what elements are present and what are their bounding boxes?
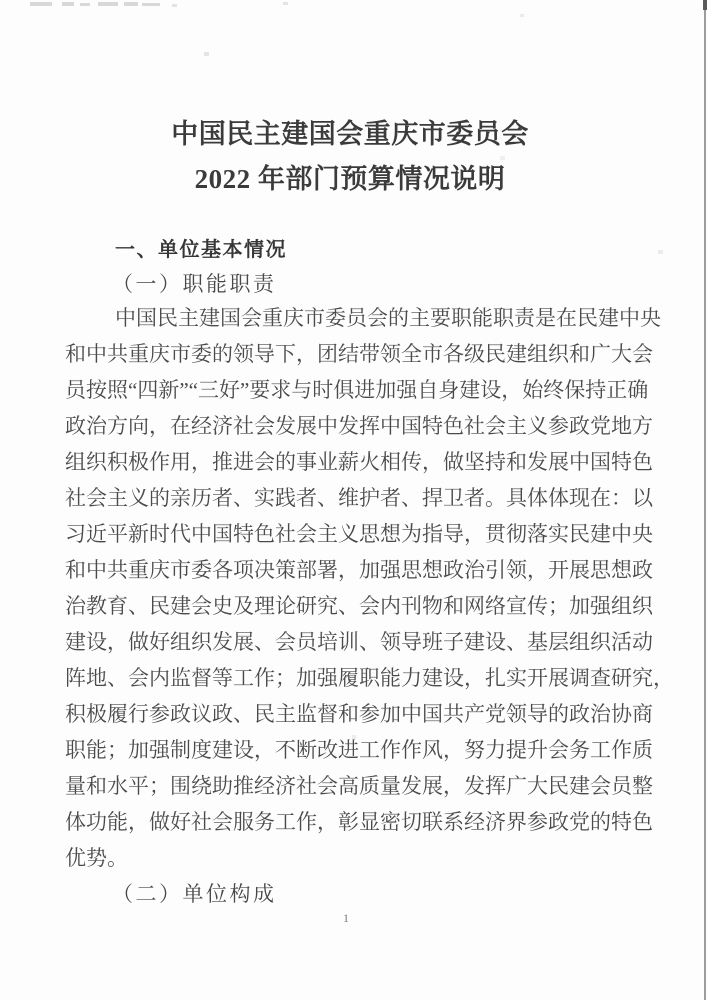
scan-noise	[80, 3, 90, 6]
subsection-heading-1: （一）职能职责	[112, 272, 277, 296]
paragraph-line: 社会主义的亲历者、实践者、维护者、捍卫者。具体体现在：以	[65, 486, 653, 510]
scan-noise	[98, 2, 118, 6]
paragraph-line: 和中共重庆市委的领导下，团结带领全市各级民建组织和广大会	[65, 342, 653, 366]
paragraph-line: 习近平新时代中国特色社会主义思想为指导，贯彻落实民建中央	[65, 522, 653, 546]
paragraph-line: 治教育、民建会史及理论研究、会内刊物和网络宣传；加强组织	[65, 594, 653, 618]
paragraph-line: 职能；加强制度建设，不断改进工作作风，努力提升会务工作质	[65, 738, 653, 762]
scan-noise	[204, 52, 209, 56]
scan-noise	[658, 250, 663, 254]
paragraph-line: 政治方向，在经济社会发展中发挥中国特色社会主义参政党地方	[65, 414, 653, 438]
scan-noise	[172, 4, 177, 7]
paragraph-line: 阵地、会内监督等工作；加强履职能力建设，扎实开展调查研究，	[65, 666, 674, 690]
paragraph-line: 体功能，做好社会服务工作，彰显密切联系经济界参政党的特色	[65, 810, 653, 834]
scan-edge-line	[704, 0, 706, 1000]
scan-noise	[62, 2, 74, 6]
title-line-2: 2022 年部门预算情况说明	[194, 164, 506, 194]
scan-noise	[30, 2, 52, 6]
paragraph-line: 和中共重庆市委各项决策部署，加强思想政治引领，开展思想政	[65, 558, 653, 582]
page-number: 1	[343, 911, 349, 925]
paragraph-line: 组织积极作用，推进会的事业薪火相传，做坚持和发展中国特色	[65, 450, 653, 474]
scan-noise	[124, 2, 138, 6]
paragraph-line: 员按照“四新”“三好”要求与时俱进加强自身建设，始终保持正确	[65, 378, 649, 402]
body-paragraph	[65, 300, 674, 876]
paragraph-line: 优势。	[65, 846, 128, 870]
scan-noise	[283, 2, 288, 5]
section-heading: 一、单位基本情况	[115, 239, 287, 261]
paragraph-line: 量和水平；围绕助推经济社会高质量发展，发挥广大民建会员整	[65, 774, 653, 798]
scan-noise	[520, 14, 524, 17]
subsection-heading-2: （二）单位构成	[112, 882, 277, 906]
scan-noise	[142, 3, 160, 6]
document-title	[0, 112, 700, 202]
paragraph-line: 积极履行参政议政、民主监督和参加中国共产党领导的政治协商	[65, 702, 653, 726]
scan-edge-cap	[703, 0, 707, 10]
paragraph-line: 建设，做好组织发展、会员培训、领导班子建设、基层组织活动	[65, 630, 653, 654]
paragraph-line: 中国民主建国会重庆市委员会的主要职能职责是在民建中央	[115, 306, 661, 330]
title-line-1: 中国民主建国会重庆市委员会	[171, 119, 529, 149]
